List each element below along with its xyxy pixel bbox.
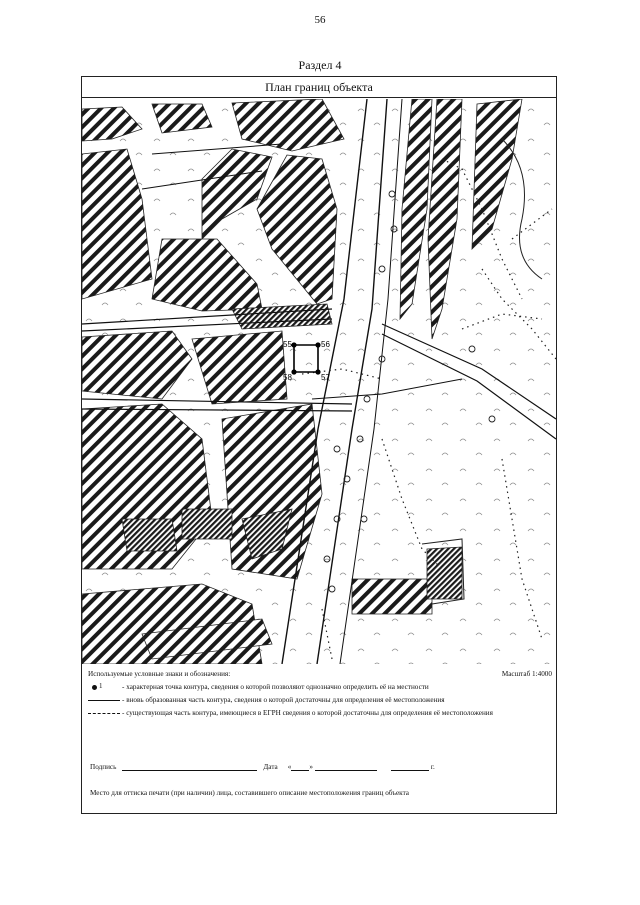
date-quote-open: « [287,763,292,771]
date-day-line [291,762,309,771]
legend-item-text: - вновь образованная часть контура, сведения о которой достаточны для определения её местоположения [122,696,445,704]
map-scale: Масштаб 1:4000 [501,670,552,678]
legend-item-text: - существующая часть контура, имеющиеся в ЕГРН сведения о которой достаточны для определения её местоположения [122,709,493,717]
contour-point-55 [291,342,296,347]
contour-point-58 [291,369,296,374]
page-number: 56 [314,14,326,26]
point-label-55: 55 [283,340,292,349]
point-label-56: 56 [321,340,330,349]
point-symbol-label: 1 [99,682,103,690]
hatched-area [182,509,232,539]
contour-point-57 [315,369,320,374]
section-title: Раздел 4 [298,58,342,72]
year-suffix: г. [430,763,435,771]
point-label-58: 58 [283,373,292,382]
stamp-note: Место для оттиска печати (при наличии) лица, составившего описание местоположения границ объекта [90,789,409,797]
contour-point-56 [315,342,320,347]
legend-item-existing-part [88,709,552,718]
dashed-line-symbol [88,709,122,718]
date-year-line [391,762,429,771]
legend [88,670,552,718]
legend-item-text: - характерная точка контура, сведения о которой позволяют однозначно определить её на местности [122,683,429,691]
hatched-area [122,519,177,551]
boundary-map [82,99,556,664]
signature-row [90,762,560,771]
point-dot-icon [92,685,97,690]
legend-heading: Используемые условные знаки и обозначения: [88,670,231,678]
signature-line [122,762,257,771]
hatched-area [427,547,462,599]
legend-item-new-part [88,696,552,705]
plan-title: План границ объекта [81,76,557,98]
hatched-area [352,579,432,614]
signature-label: Подпись [90,763,117,771]
date-label: Дата [263,763,278,771]
legend-header [88,670,552,679]
solid-line-symbol [88,696,122,705]
legend-item-point [88,683,552,692]
point-label-57: 57 [321,373,330,382]
date-quote-close: » [309,763,313,771]
date-month-line [315,762,377,771]
point-symbol [88,683,122,692]
